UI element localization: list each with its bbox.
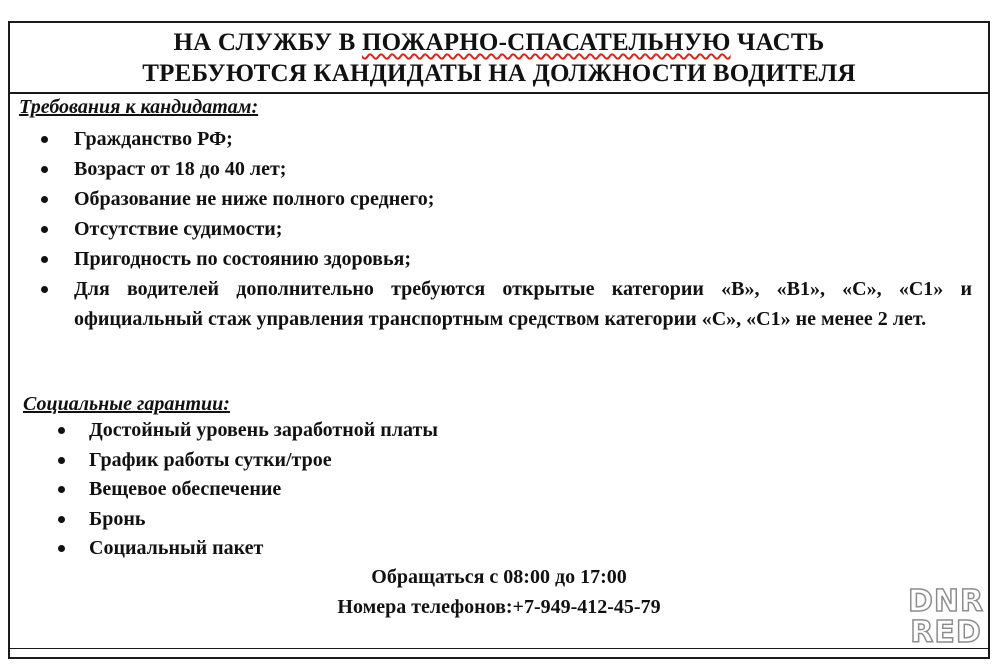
contact-phone: Номера телефонов:+7-949-412-45-79 — [337, 596, 661, 618]
social-guarantees-title: Социальные гарантии: — [23, 393, 230, 415]
header-line-1: НА СЛУЖБУ В ПОЖАРНО-СПАСАТЕЛЬНУЮ ЧАСТЬ — [173, 29, 825, 56]
spellcheck-marked-word: ПОЖАРНО-СПАСАТЕЛЬНУЮ — [361, 29, 731, 56]
bullet-icon — [41, 136, 48, 143]
list-item: Пригодность по состоянию здоровья; — [10, 244, 972, 274]
list-item: Образование не ниже полного среднего; — [10, 184, 972, 214]
requirements-list — [10, 124, 972, 334]
list-item: Бронь — [10, 505, 438, 535]
social-guarantees-list — [10, 416, 438, 564]
contact-hours: Обращаться с 08:00 до 17:00 — [371, 566, 627, 588]
list-item: Гражданство РФ; — [10, 124, 972, 154]
bullet-icon — [58, 427, 65, 434]
list-item: Вещевое обеспечение — [10, 475, 438, 505]
bullet-icon — [41, 196, 48, 203]
bullet-icon — [58, 516, 65, 523]
announcement-sheet — [8, 21, 990, 659]
bullet-icon — [41, 166, 48, 173]
bullet-icon — [41, 256, 48, 263]
bullet-icon — [41, 286, 48, 293]
list-item: Социальный пакет — [10, 534, 438, 564]
bottom-divider — [10, 648, 988, 649]
list-item: Достойный уровень заработной платы — [10, 416, 438, 446]
header-line-2: ТРЕБУЮТСЯ КАНДИДАТЫ НА ДОЛЖНОСТИ ВОДИТЕЛЯ — [142, 60, 856, 87]
bullet-icon — [58, 545, 65, 552]
list-item: График работы сутки/трое — [10, 446, 438, 476]
watermark-logo: DNR RED — [907, 584, 985, 650]
announcement-header — [10, 23, 988, 94]
list-item: Возраст от 18 до 40 лет; — [10, 154, 972, 184]
requirements-title: Требования к кандидатам: — [19, 96, 259, 118]
bullet-icon — [58, 486, 65, 493]
bullet-icon — [58, 457, 65, 464]
bullet-icon — [41, 226, 48, 233]
list-item: Отсутствие судимости; — [10, 214, 972, 244]
list-item: Для водителей дополнительно требуются открытые категории «В», «В1», «С», «С1» и официальный стаж управления транспортным средством категории «С», «С1» не менее 2 лет. — [10, 274, 972, 334]
